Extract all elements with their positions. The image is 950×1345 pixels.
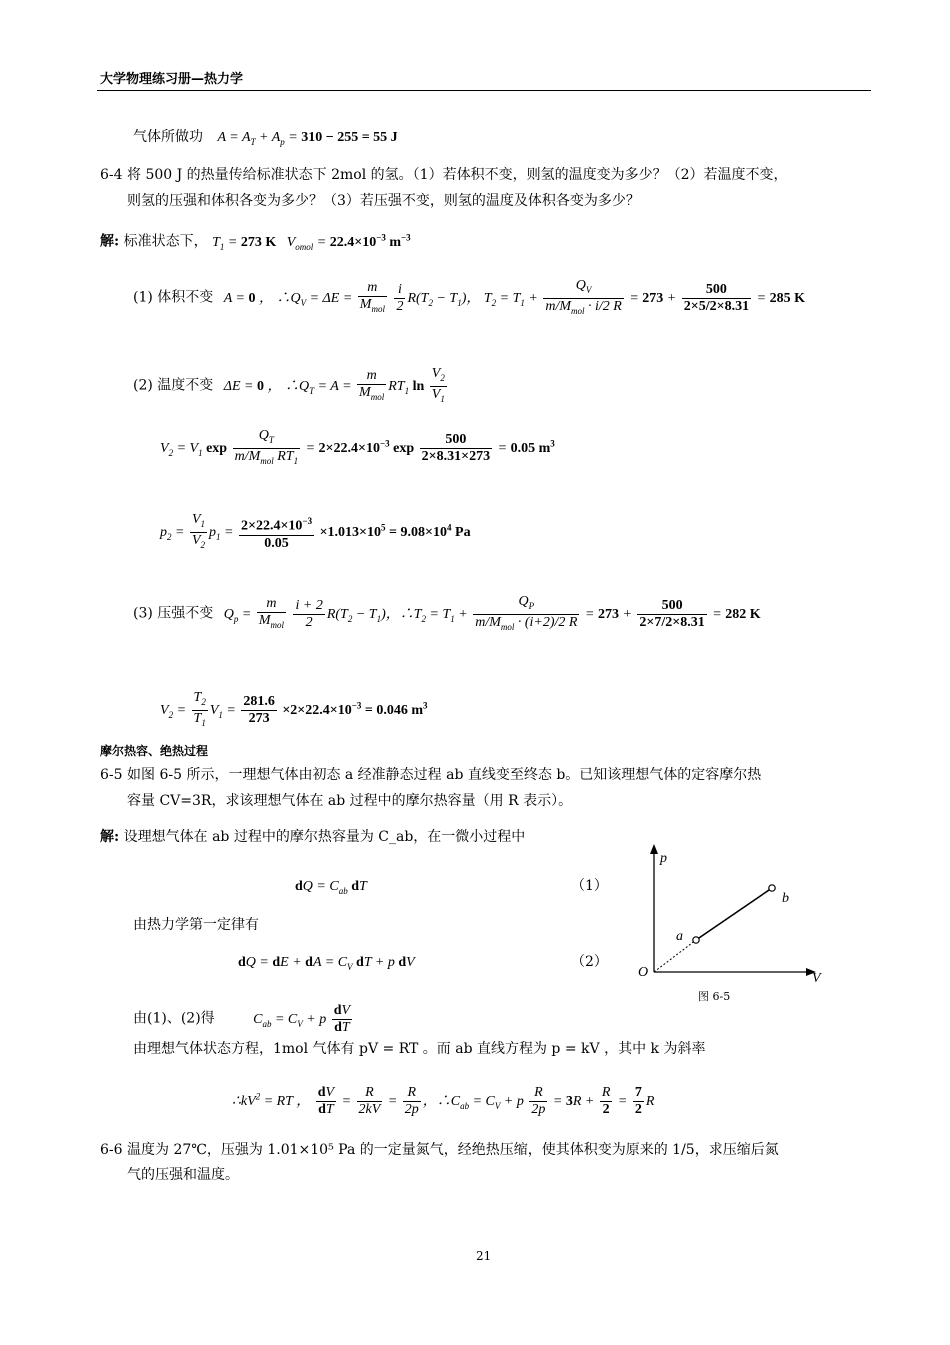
problem-6-4-line1: 6-4 将 500 J 的热量传给标准状态下 2mol 的氢。（1）若体积不变，则氢的温度变为多少？（2）若温度不变， — [100, 167, 788, 183]
equation-1: dQ = $C_{ab}$ dT — [295, 879, 367, 896]
p-axis-arrow — [650, 844, 658, 854]
header-rule — [97, 90, 871, 91]
solution-6-4-intro: 解: 标准状态下， $T_1 = 273$ K $V_{omol} = 22.4\times 10^{-3}$ $m^{-3}$ — [100, 232, 411, 252]
point-a — [693, 937, 699, 943]
axis-label-p: p — [660, 851, 667, 866]
v2-isobaric-equation: $V_2$ = $\frac{T_2}{T_1}$ $V_1$ = $\frac{281.6}{273}$ $\times 2\times 22.4\times 10^{-3} = 0.046$ $m^3$ — [160, 690, 428, 728]
state-equation-text: 由理想气体状态方程，1mol 气体有 pV = RT 。而 ab 直线方程为 p = kV ，其中 k 为斜率 — [133, 1041, 706, 1057]
case-3-equation: (3) 压强不变 $Q_p$ = $\frac{m}{M_{mol}}$ $\frac{i + 2}{2}$ $R(T_2 - T_1)$，$\therefore T_2 = T_1$ + $\frac{Q_P}{m/M_{mol} \cdot (i+2)/2 R}$ = 273 + $\frac{500}{2\times 7/2\times 8.31}$ = 282 K — [133, 594, 761, 632]
equation-2-number: （2） — [571, 954, 608, 970]
process-ab-line — [696, 888, 772, 940]
solution-label: 解: — [100, 233, 120, 250]
problem-6-6-line2: 气的压强和温度。 — [127, 1167, 239, 1183]
origin-dashed-line — [654, 940, 696, 972]
equation-1-number: （1） — [571, 878, 608, 894]
derived-heat-capacity: 由(1)、(2)得 $C_{ab} = C_V + p$ $\frac{dV}{dT}$ — [133, 1003, 351, 1035]
p2-equation: $p_2$ = $\frac{V_1}{V_2}$ $p_1$ = $\frac{2\times 22.4\times 10^{-3}}{0.05}$ $\times 1.013\times 10^5 = 9.08\times 10^4$ Pa — [160, 512, 471, 551]
problem-6-5-line2: 容量 CV=3R，求该理想气体在 ab 过程中的摩尔热容量（用 R 表示）。 — [127, 793, 573, 809]
solution-6-5-intro: 解: 设理想气体在 ab 过程中的摩尔热容量为 C_ab，在一微小过程中 — [100, 829, 526, 845]
final-result-equation: $\therefore kV^2$ = RT ， $\frac{dV}{dT}$ = $\frac{R}{2kV}$ = $\frac{R}{2p}$ ，$\therefore C_{ab} = C_V + p$ $\frac{R}{2p}$ = 3R + $\frac{R}{2}$ = $\frac{7}{2}$ R — [232, 1085, 655, 1117]
axis-label-v: V — [812, 971, 821, 986]
work-label: 气体所做功 — [133, 129, 203, 145]
running-header: 大学物理练习册—热力学 — [100, 72, 244, 87]
origin-label: O — [638, 965, 649, 980]
figure-caption: 图 6-5 — [698, 990, 731, 1003]
pv-diagram — [634, 842, 834, 1012]
case-1-equation: (1) 体积不变 A = 0 ， $\therefore Q_V = \Delta E$ = $\frac{m}{M_{mol}}$ $\frac{i}{2}$ $R(T_2 - T_1)$， $T_2 = T_1$ + $\frac{Q_V}{m/M_{mol} \cdot i/2 R}$ = 273 + $\frac{500}{2\times 5/2\times 8.31}$ = 285 K — [133, 278, 805, 316]
work-line: 气体所做功 $A = A_T + A_p = 310 - 255 = 55$ J — [133, 129, 398, 147]
problem-6-6-line1: 6-6 温度为 27℃，压强为 1.01×10⁵ Pa 的一定量氮气，经绝热压缩，使其体积变为原来的 1/5，求压缩后氮 — [100, 1142, 779, 1158]
equation-2: dQ = dE + dA = $C_V$ dT + p dV — [238, 955, 415, 972]
v2-equation: $V_2 = V_1$ exp $\frac{Q_T}{m/M_{mol} RT_1}$ = $2\times 22.4\times 10^{-3}$ exp $\frac{500}{2\times 8.31\times 273}$ = 0.05 $m^3$ — [160, 428, 555, 466]
problem-6-4-line2: 则氢的压强和体积各变为多少？（3）若压强不变，则氢的温度及体积各变为多少？ — [127, 193, 640, 209]
point-b — [769, 885, 775, 891]
section-title: 摩尔热容、绝热过程 — [100, 744, 209, 758]
point-b-label: b — [782, 891, 789, 906]
page-number: 21 — [476, 1249, 492, 1263]
point-a-label: a — [676, 929, 683, 944]
case-2-equation: (2) 温度不变 ΔE = 0 ， $\therefore Q_T = A$ = $\frac{m}{M_{mol}}$ $RT_1$ ln $\frac{V_2}{V_1}$ — [133, 366, 445, 404]
first-law-text: 由热力学第一定律有 — [133, 917, 259, 933]
figure-6-5 — [634, 842, 834, 1012]
problem-6-5-line1: 6-5 如图 6-5 所示，一理想气体由初态 a 经准静态过程 ab 直线变至终态 b。已知该理想气体的定容摩尔热 — [100, 767, 762, 783]
